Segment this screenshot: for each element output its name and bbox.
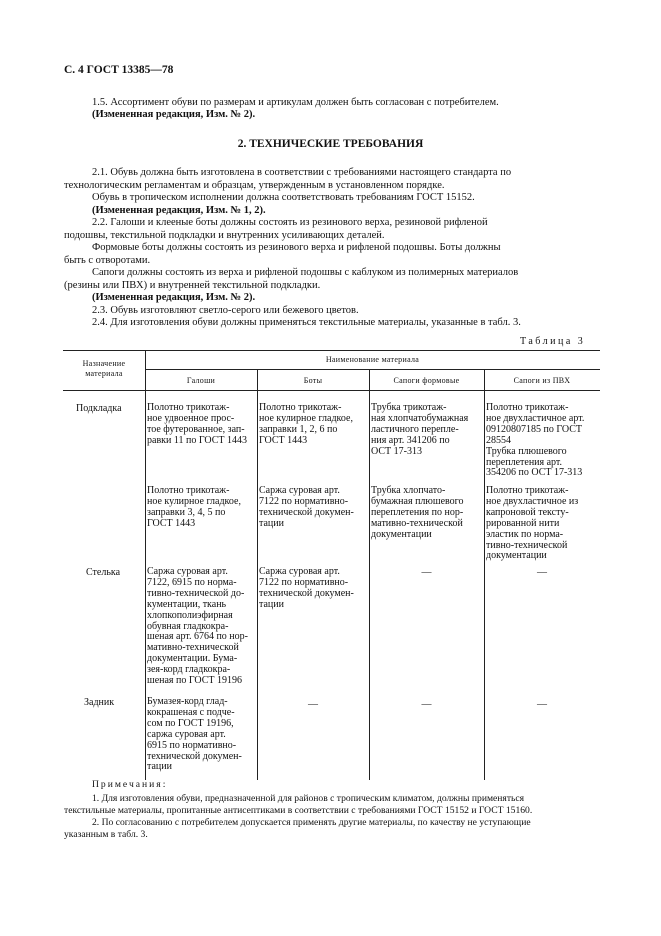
cell-line: Полотно трикотаж- [147, 402, 230, 413]
cell-line: тации [259, 598, 284, 610]
cell-line: тации [147, 761, 172, 773]
cell-line: ное двухластичное арт. [486, 412, 585, 424]
cell-line: шеная по ГОСТ 19196 [147, 675, 243, 687]
cell-line: Трубка трикотаж- [371, 402, 447, 413]
row-label-zadnik: Задник [84, 697, 115, 708]
cell-line: шеная арт. 6764 по нор- [147, 631, 248, 643]
cell-line: ГОСТ 1443 [147, 517, 196, 529]
cell-line: документации. Бума- [147, 653, 238, 665]
cell-line: 354206 по ОСТ 17-313 [486, 467, 583, 479]
row-label-stelka: Стелька [86, 567, 121, 578]
section-title: 2. ТЕХНИЧЕСКИЕ ТРЕБОВАНИЯ [237, 138, 424, 150]
cell-podkladka-sapogi-pvh-1 [486, 403, 598, 479]
cell-stelka-sapogi-form: — [421, 567, 432, 578]
clause-1-5: 1.5. Ассортимент обуви по размерам и артикулам должен быть согласован с потребителем. [92, 97, 499, 108]
cell-line: документации [486, 550, 547, 562]
cell-line: кокрашеная с подче- [147, 706, 235, 718]
th-material-group: Наименование материала [325, 355, 420, 364]
cell-podkladka-sapogi-form-2 [371, 486, 482, 541]
cell-line: Полотно трикотаж- [259, 402, 342, 413]
cell-line: 7122 по нормативно- [259, 576, 349, 588]
cell-line: Саржа суровая арт. [259, 566, 340, 577]
cell-line: Саржа суровая арт. [147, 566, 228, 577]
cell-line: ОСТ 17-313 [371, 445, 422, 457]
clause-2-1-line1: 2.1. Обувь должна быть изготовлена в соответствии с требованиями настоящего стандарта по [92, 167, 512, 178]
clause-2-2-amendment: (Измененная редакция, Изм. № 2). [92, 292, 256, 303]
clause-2-1-amendment: (Измененная редакция, Изм. № 1, 2). [92, 204, 266, 216]
clause-2-2-line6: (резины или ПВХ) и внутренней текстильной подкладки. [64, 279, 321, 291]
th-purpose-line2: материала [85, 369, 123, 378]
cell-zadnik-sapogi-pvh: — [537, 699, 547, 710]
cell-line: саржа суровая арт. [147, 728, 226, 740]
cell-podkladka-galoshi-1 [147, 403, 255, 447]
table-group-divider [145, 369, 600, 370]
cell-line: Трубка хлопчато- [371, 485, 446, 496]
cell-podkladka-sapogi-pvh-2 [486, 486, 598, 562]
cell-line: эластик по норма- [486, 528, 564, 540]
cell-line: ное двухластичное из [486, 495, 579, 507]
clause-2-2-line5: Сапоги должны состоять из верха и рифленой подошвы с каблуком из полимерных материалов [92, 267, 519, 278]
clause-2-2-line1: 2.2. Галоши и клееные боты должны состоять из резинового верха, резиновой рифленой [92, 217, 488, 228]
clause-2-4: 2.4. Для изготовления обуви должны применяться текстильные материалы, указанные в табл. 3. [92, 317, 521, 328]
cell-line: обувная гладкокра- [147, 620, 229, 632]
cell-line: мативно-технической [147, 642, 239, 654]
cell-stelka-galoshi [147, 567, 255, 687]
note-2-line2: указанным в табл. 3. [64, 829, 148, 840]
cell-line: 09120807185 по ГОСТ [486, 423, 583, 435]
cell-line: тивно-технической до- [147, 587, 245, 599]
table-header-bottom [63, 390, 600, 391]
cell-line: Полотно трикотаж- [147, 485, 230, 496]
cell-line: ластичного перепле- [371, 423, 459, 435]
cell-line: хлопкополиэфирная [147, 609, 233, 621]
th-galoshi: Галоши [186, 376, 216, 385]
cell-line: 7122, 6915 по норма- [147, 576, 237, 588]
clause-2-1-line3: Обувь в тропическом исполнении должна соответствовать требованиям ГОСТ 15152. [92, 192, 475, 203]
notes-title: Примечания: [92, 779, 168, 790]
note-1-line1: 1. Для изготовления обуви, предназначенной для районов с тропическим климатом, должны применяться [92, 793, 525, 804]
row-label-podkladka: Подкладка [76, 403, 122, 414]
clause-2-2-line2: подошвы, текстильной подкладки и внутренних усиливающих деталей. [64, 229, 385, 241]
clause-2-2-line3: Формовые боты должны состоять из резинового верха и рифленой подошвы. Боты должны [92, 242, 501, 253]
cell-line: документации [371, 528, 432, 540]
cell-line: технической докумен- [259, 587, 354, 599]
table-top-border [63, 350, 600, 351]
cell-line: тивно-технической [486, 539, 568, 551]
cell-zadnik-boty: — [308, 699, 318, 710]
cell-line: Трубка плюшевого [486, 445, 567, 457]
cell-line: тации [259, 517, 284, 529]
cell-line: переплетения по нор- [371, 506, 464, 518]
cell-line: кументации, ткань [147, 598, 227, 610]
cell-line: сом по ГОСТ 19196, [147, 717, 234, 729]
cell-podkladka-boty-1 [259, 403, 367, 447]
cell-line: Бумазея-корд глад- [147, 696, 228, 707]
cell-line: ное кулирное гладкое, [259, 412, 353, 424]
th-purpose [63, 359, 145, 379]
cell-line: капроновой тексту- [486, 506, 569, 518]
cell-line: Полотно трикотаж- [486, 485, 569, 496]
cell-line: ное кулирное гладкое, [147, 495, 241, 507]
cell-line: рированной нити [486, 517, 560, 529]
cell-line: Саржа суровая арт. [259, 485, 340, 496]
cell-line: мативно-технической [371, 517, 463, 529]
cell-stelka-sapogi-pvh: — [537, 567, 547, 578]
cell-zadnik-sapogi-form: — [421, 699, 432, 710]
cell-line: ное удвоенное прос- [147, 412, 235, 424]
th-sapogi-form: Сапоги формовые [393, 376, 460, 385]
cell-line: переплетения арт. [486, 456, 563, 468]
cell-line: 6915 по нормативно- [147, 739, 237, 751]
cell-line: бумажная плюшевого [371, 495, 464, 507]
cell-line: заправки 1, 2, 6 по [259, 423, 338, 435]
th-boty: Боты [303, 376, 323, 385]
th-sapogi-pvh: Сапоги из ПВХ [513, 376, 571, 385]
clause-1-5-amendment: (Измененная редакция, Изм. № 2). [92, 109, 256, 120]
clause-2-2-line4: быть с отворотами. [64, 254, 151, 266]
clause-2-1-line2: технологическим регламентам и образцам, утвержденным в установленном порядке. [64, 179, 445, 191]
cell-zadnik-galoshi [147, 697, 255, 773]
cell-line: тое футерованное, зап- [147, 423, 245, 435]
cell-line: технической докумен- [147, 750, 242, 762]
cell-line: заправки 3, 4, 5 по [147, 506, 226, 518]
cell-line: равки 11 по ГОСТ 1443 [147, 434, 248, 446]
cell-line: ная хлопчатобумажная [371, 412, 469, 424]
cell-line: 28554 [486, 434, 511, 446]
cell-line: ГОСТ 1443 [259, 434, 308, 446]
cell-stelka-boty [259, 567, 367, 611]
cell-line: технической докумен- [259, 506, 354, 518]
cell-podkladka-sapogi-form-1 [371, 403, 482, 458]
cell-line: 7122 по нормативно- [259, 495, 349, 507]
table-col-divider [257, 369, 258, 780]
clause-2-3: 2.3. Обувь изготовляют светло-серого или бежевого цветов. [92, 304, 359, 316]
table-caption: Таблица 3 [520, 336, 586, 347]
th-purpose-line1: Назначение [82, 359, 126, 368]
cell-podkladka-boty-2 [259, 486, 367, 530]
page-header: С. 4 ГОСТ 13385—78 [64, 64, 174, 76]
table-col-divider [145, 350, 146, 780]
cell-line: ния арт. 341206 по [371, 434, 450, 446]
cell-line: зея-корд гладкокра- [147, 664, 231, 676]
note-1-line2: текстильные материалы, пропитанные антисептиками в соответствии с требованиями ГОСТ 15152 и ГОСТ 15160. [64, 805, 533, 816]
note-2-line1: 2. По согласованию с потребителем допускается применять другие материалы, по качеству не уступающие [92, 817, 531, 828]
cell-podkladka-galoshi-2 [147, 486, 255, 530]
cell-line: Полотно трикотаж- [486, 402, 569, 413]
